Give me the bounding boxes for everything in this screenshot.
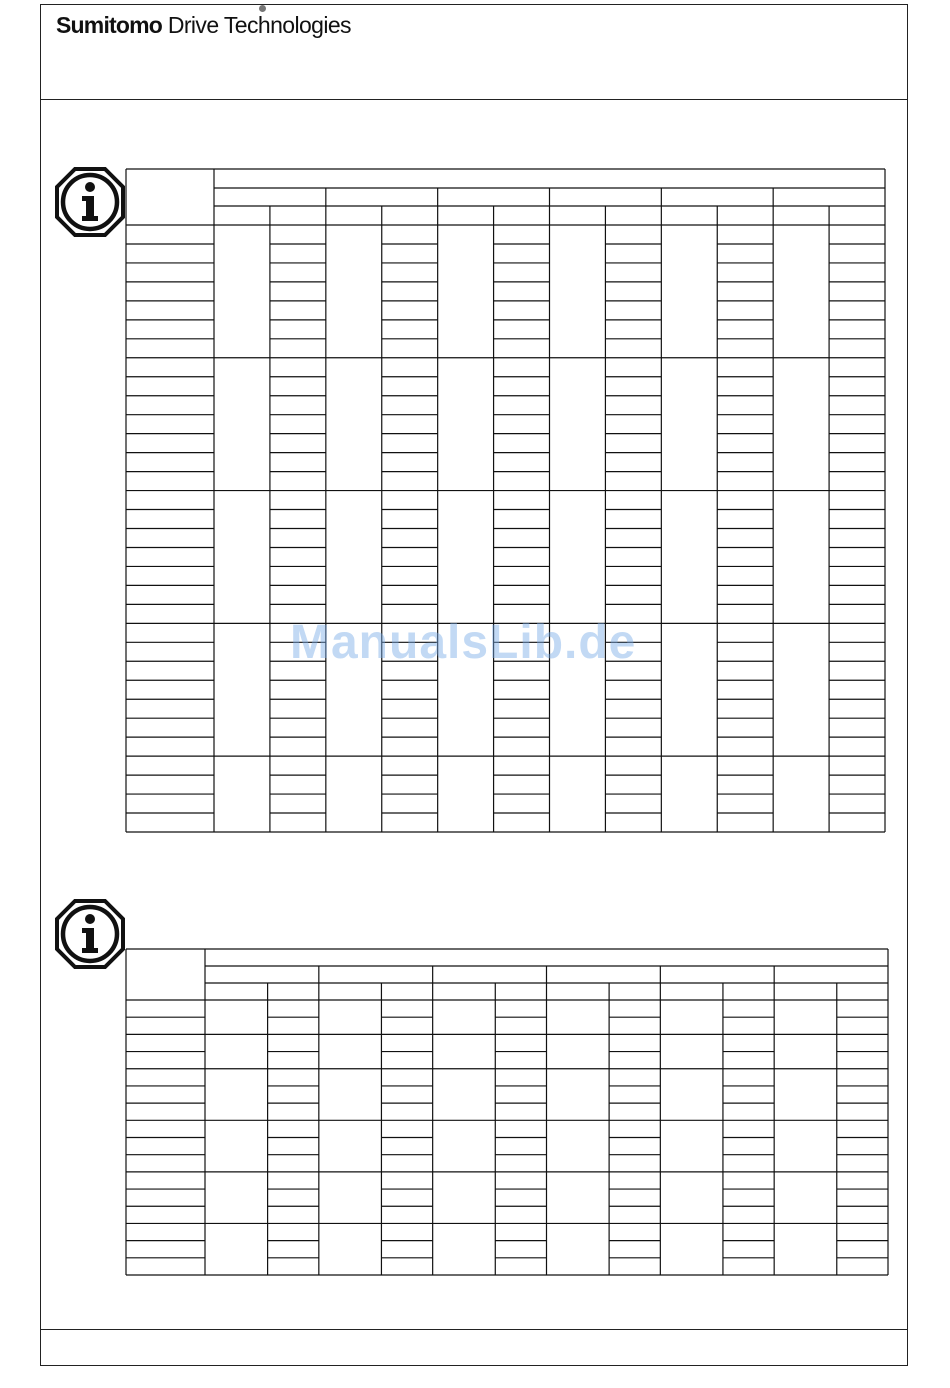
brand-name-rest: Drive Technologies	[162, 12, 351, 38]
watermark-text: ManualsLib.de	[290, 616, 637, 669]
brand-name-bold: Sumitomo	[56, 12, 163, 38]
